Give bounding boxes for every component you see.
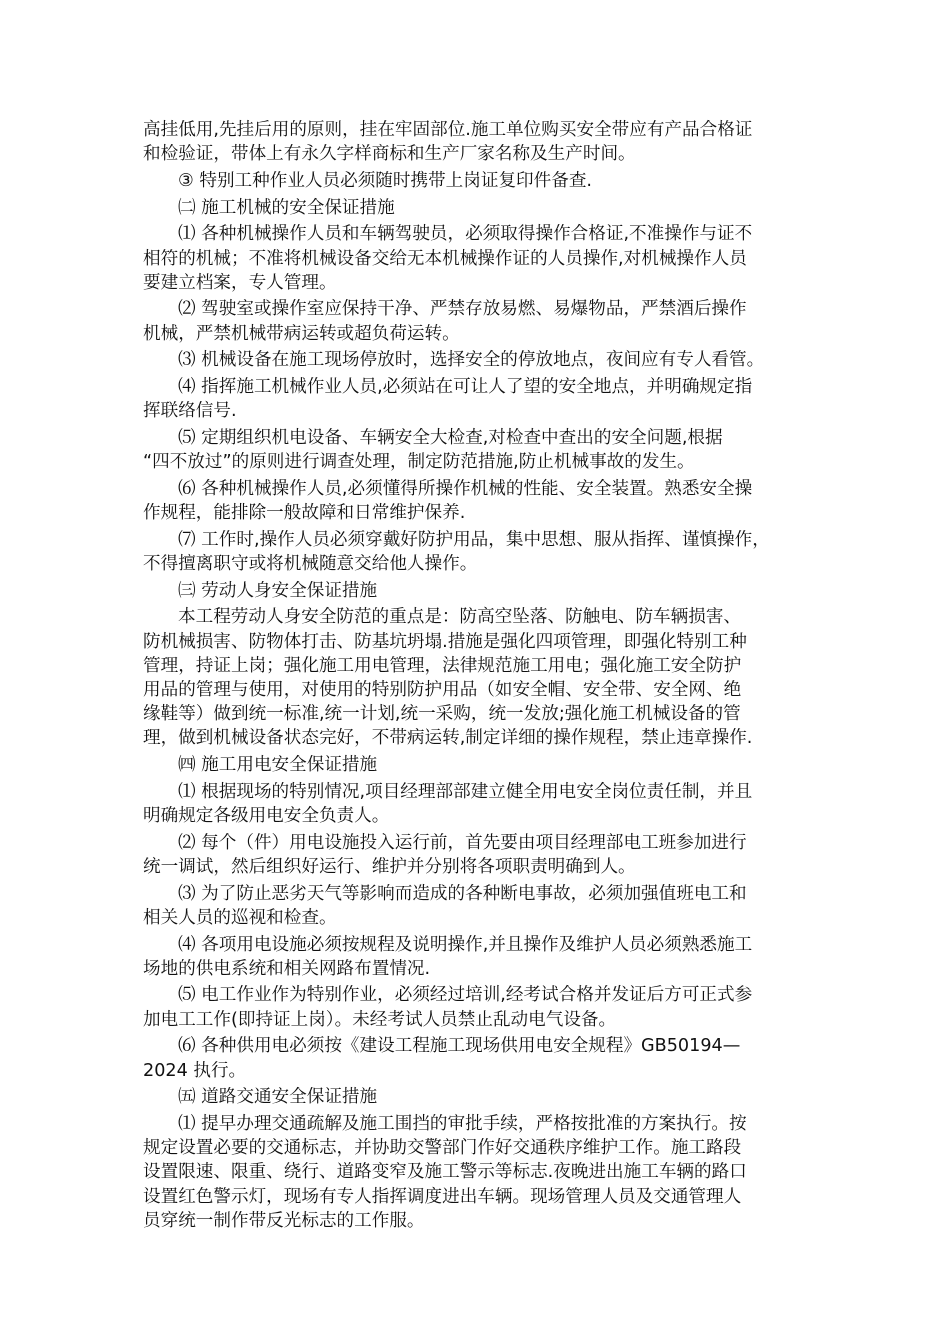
section-heading-traffic: ㈤ 道路交通安全保证措施 xyxy=(178,1087,378,1108)
section-heading-electricity: ㈣ 施工用电安全保证措施 xyxy=(178,755,378,776)
paragraph-electricity-3: ⑶ 为了防止恶劣天气等影响而造成的各种断电事故，必须加强值班电工和 相关人员的巡视和检查。 xyxy=(143,883,747,928)
section-heading-personal-safety: ㈢ 劳动人身安全保证措施 xyxy=(178,580,378,601)
paragraph-traffic-1: ⑴ 提早办理交通疏解及施工围挡的审批手续，严格按批准的方案执行。按 规定设置必要的交通标志，并协助交警部门作好交通秩序维护工作。施工路段 设置限速、限重、绕行、道路变窄及施工警示等标志.夜晚进出施工车辆的路口 设置红色警示灯，现场有专人指挥调度进出车辆。现场管理人员及交通管理人 员穿统一制作带反光标志的工作服。 xyxy=(143,1113,747,1231)
paragraph-electricity-2: ⑵ 每个（件）用电设施投入运行前，首先要由项目经理部电工班参加进行 统一调试，然后组织好运行、维护并分别将各项职责明确到人。 xyxy=(143,832,747,877)
paragraph-electricity-4: ⑷ 各项用电设施必须按规程及说明操作,并且操作及维护人员必须熟悉施工 场地的供电系统和相关网路布置情况. xyxy=(143,934,753,979)
paragraph-electricity-6: ⑹ 各种供用电必须按《建设工程施工现场供用电安全规程》GB50194— 2024 执行。 xyxy=(143,1036,741,1081)
paragraph-electricity-5: ⑸ 电工作业作为特别作业，必须经过培训,经考试合格并发证后方可正式参 加电工工作(即持证上岗）。未经考试人员禁止乱动电气设备。 xyxy=(143,985,753,1030)
paragraph-safety-belt: 高挂低用,先挂后用的原则，挂在牢固部位.施工单位购买安全带应有产品合格证 和检验证，带体上有永久字样商标和生产厂家名称及生产时间。 xyxy=(143,120,753,165)
paragraph-machinery-4: ⑷ 指挥施工机械作业人员,必须站在可让人了望的安全地点，并明确规定指 挥联络信号. xyxy=(143,377,753,422)
paragraph-machinery-5: ⑸ 定期组织机电设备、车辆安全大检查,对检查中查出的安全问题,根据 “四不放过”的原则进行调查处理，制定防范措施,防止机械事故的发生。 xyxy=(143,427,723,473)
document-body xyxy=(143,118,813,1235)
paragraph-machinery-1: ⑴ 各种机械操作人员和车辆驾驶员，必须取得操作合格证,不准操作与证不 相符的机械；不准将机械设备交给无本机械操作证的人员操作,对机械操作人员 要建立档案，专人管理。 xyxy=(143,224,753,293)
paragraph-electricity-1: ⑴ 根据现场的特别情况,项目经理部部建立健全用电安全岗位责任制，并且 明确规定各级用电安全负责人。 xyxy=(143,781,753,826)
paragraph-machinery-6: ⑹ 各种机械操作人员,必须懂得所操作机械的性能、安全装置。熟悉安全操 作规程，能排除一般故障和日常维护保养. xyxy=(143,478,753,524)
paragraph-machinery-3: ⑶ 机械设备在施工现场停放时，选择安全的停放地点，夜间应有专人看管。 xyxy=(178,350,765,371)
paragraph-personal-safety: 本工程劳动人身安全防范的重点是：防高空坠落、防触电、防车辆损害、 防机械损害、防物体打击、防基坑坍塌.措施是强化四项管理，即强化特别工种 管理，持证上岗；强化施工用电管理，法律规范施工用电；强化施工安全防护 用品的管理与使用，对使用的特别防护用品（如安全帽、安全带、安全网、绝 缘鞋等）做到统一标准,统一计划,统一采购，统一发放;强化施工机械设备的管 理，做到机械设备状态完好，不带病运转,制定详细的操作规程，禁止违章操作. xyxy=(143,607,753,749)
paragraph-special-workers: ③ 特别工种作业人员必须随时携带上岗证复印件备查. xyxy=(178,170,593,191)
paragraph-machinery-7: ⑺ 工作时,操作人员必须穿戴好防护用品，集中思想、服从指挥、谨慎操作， 不得擅离职守或将机械随意交给他人操作。 xyxy=(143,529,770,574)
paragraph-machinery-2: ⑵ 驾驶室或操作室应保持干净、严禁存放易燃、易爆物品，严禁酒后操作 机械，严禁机械带病运转或超负荷运转。 xyxy=(143,299,747,344)
section-heading-machinery: ㈡ 施工机械的安全保证措施 xyxy=(178,197,395,218)
